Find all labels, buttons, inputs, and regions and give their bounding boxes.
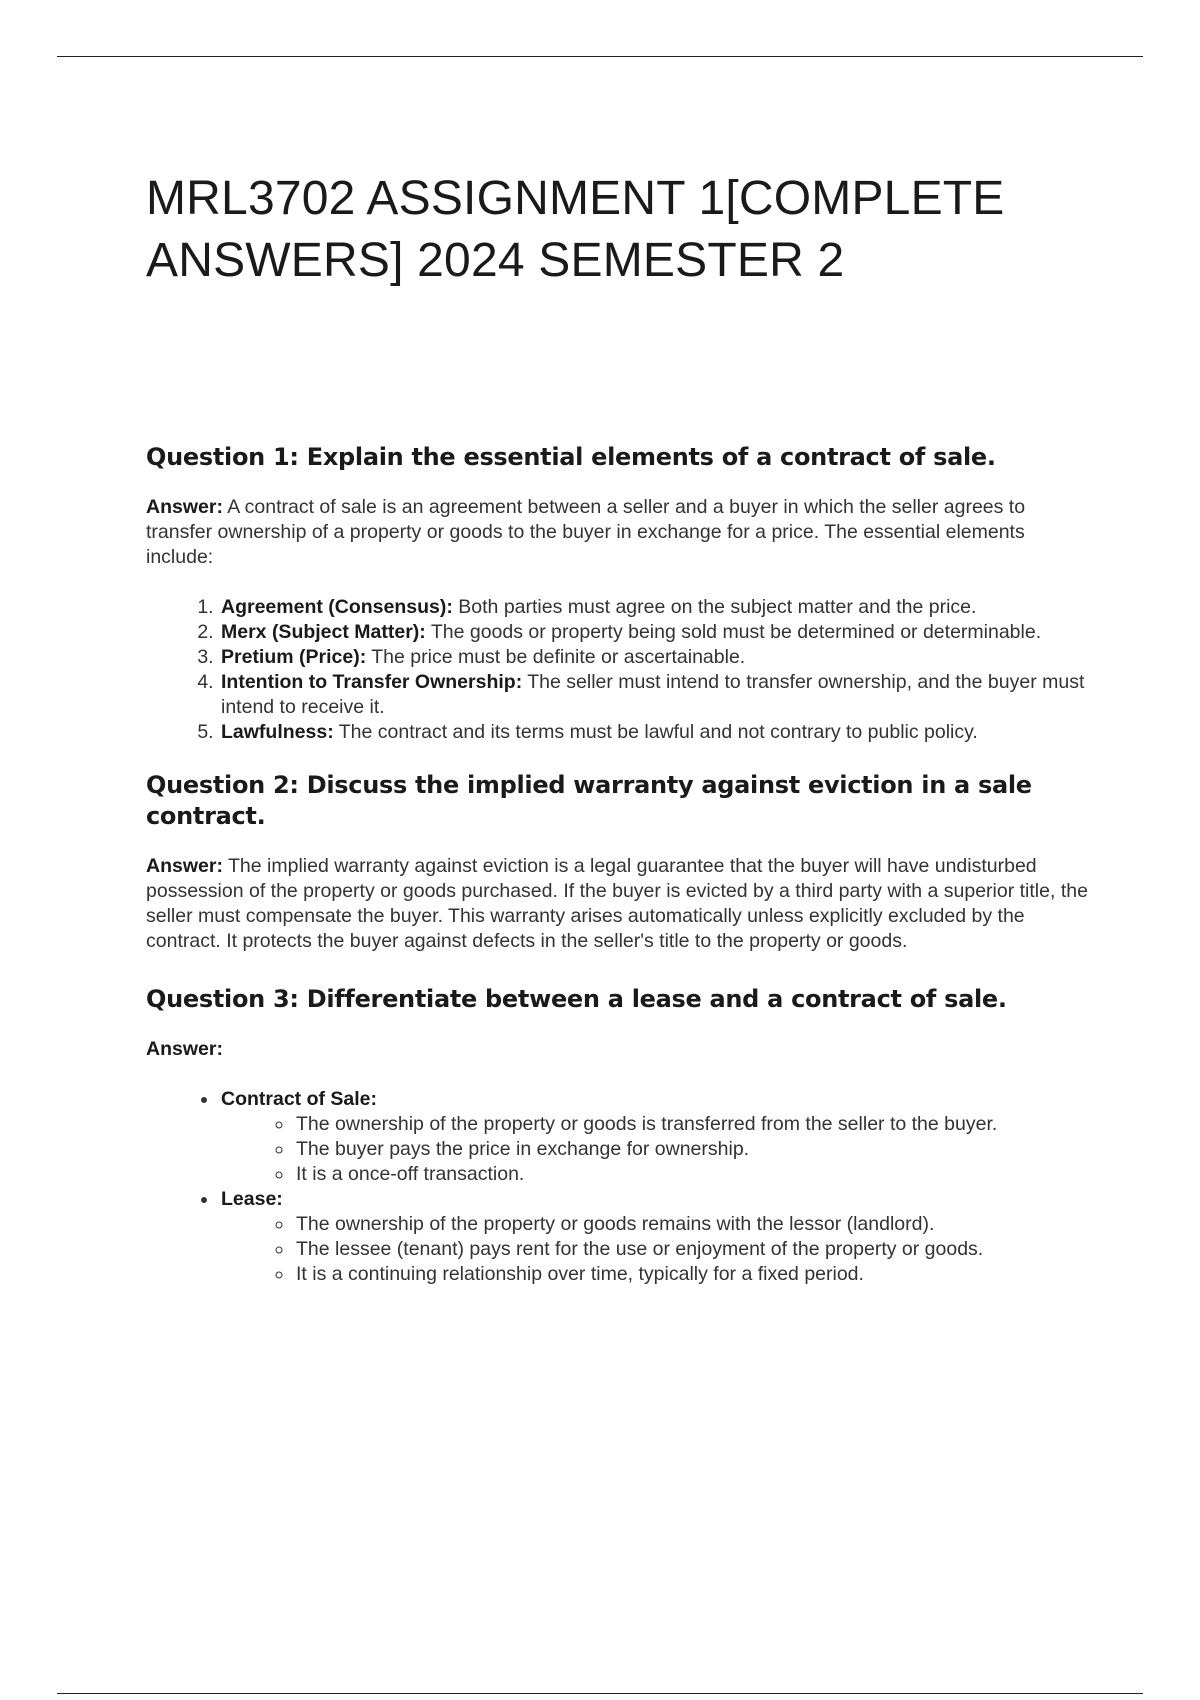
group-label: Contract of Sale: [221,1088,378,1110]
list-item-term: Agreement (Consensus): [221,596,453,618]
question-2-heading: Question 2: Discuss the implied warranty against eviction in a sale contract. [146,771,1032,830]
document-title: MRL3702 ASSIGNMENT 1[COMPLETE ANSWERS] 2024 SEMESTER 2 [146,172,1005,287]
sub-list [221,1112,1096,1187]
answer-label: Answer: [146,855,223,877]
list-item-text: The goods or property being sold must be determined or determinable. [425,621,1042,643]
question-1-answer [146,495,1096,570]
sub-list-item: ◦ The buyer pays the price in exchange for ownership. [294,1137,1096,1162]
question-2 [146,770,1096,954]
sub-list [221,1212,1096,1287]
sub-list-item: ◦ The ownership of the property or goods remains with the lessor (landlord). [294,1212,1096,1237]
list-item-term: Intention to Transfer Ownership: [221,671,523,693]
footer-rule [57,1693,1143,1694]
list-item [219,1087,1096,1187]
list-item-term: Pretium (Price): [221,646,367,668]
essential-elements-list [146,595,1096,745]
question-2-answer [146,854,1096,954]
group-label: Lease: [221,1188,283,1210]
list-item-text: The contract and its terms must be lawful and not contrary to public policy. [333,721,978,743]
question-1 [146,442,1096,745]
list-item-text: The price must be definite or ascertainable. [366,646,746,668]
sub-list-item: ◦ It is a continuing relationship over time, typically for a fixed period. [294,1262,1096,1287]
list-item-text: The seller must intend to transfer ownership, and the buyer must intend to receive it. [221,671,1085,718]
question-3 [146,984,1096,1287]
sub-list-item: ◦ The lessee (tenant) pays rent for the use or enjoyment of the property or goods. [294,1237,1096,1262]
list-item [219,1187,1096,1287]
list-item [219,620,1096,645]
list-item-term: Lawfulness: [221,721,334,743]
document-body [146,168,1096,1287]
list-item-term: Merx (Subject Matter): [221,621,426,643]
list-item [219,645,1096,670]
answer-label: Answer: [146,496,223,518]
list-item [219,595,1096,620]
list-item-text: Both parties must agree on the subject matter and the price. [452,596,977,618]
list-item [219,670,1096,720]
question-1-heading: Question 1: Explain the essential elements of a contract of sale. [146,443,996,471]
answer-text: A contract of sale is an agreement between a seller and a buyer in which the seller agrees to transfer ownership of a property or goods to the buyer in exchange for a price. The essential elements include: [146,496,1026,568]
header-rule [57,56,1143,57]
question-3-heading: Question 3: Differentiate between a lease and a contract of sale. [146,985,1007,1013]
answer-text: The implied warranty against eviction is a legal guarantee that the buyer will have undisturbed possession of the property or goods purchased. If the buyer is evicted by a third party with a superior title, the seller must compensate the buyer. This warranty arises automatically unless explicitly excluded by the contract. It protects the buyer against defects in the seller's title to the property or goods. [146,855,1088,952]
sub-list-item: ◦ The ownership of the property or goods is transferred from the seller to the buyer. [294,1112,1096,1137]
list-item [219,720,1096,745]
sub-list-item: ◦ It is a once-off transaction. [294,1162,1096,1187]
answer-label: Answer: [146,1038,223,1060]
comparison-list [146,1087,1096,1287]
question-3-answer [146,1037,1096,1062]
